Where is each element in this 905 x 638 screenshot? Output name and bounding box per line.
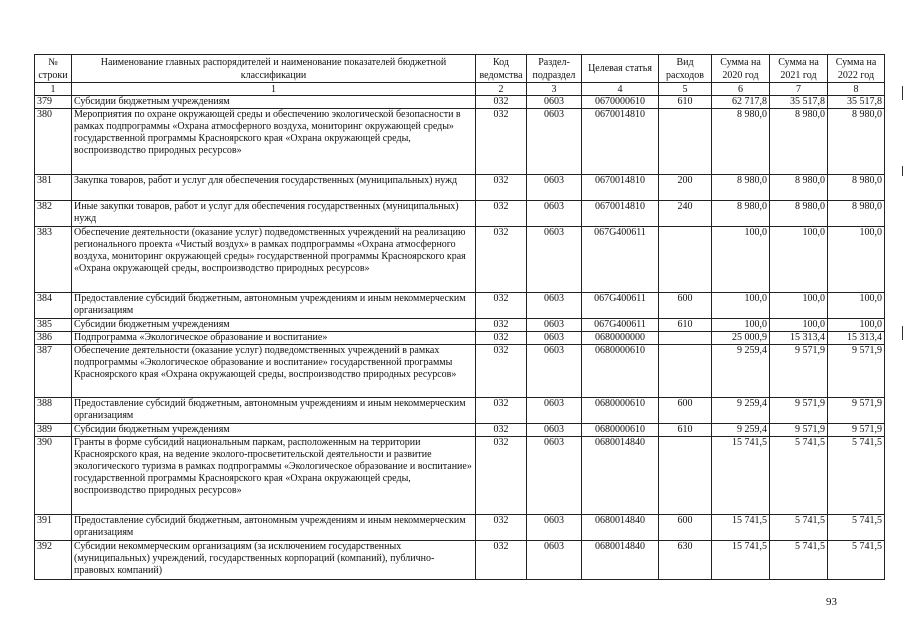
table-row bbox=[35, 319, 885, 332]
row-dept-code: 032 bbox=[476, 437, 527, 515]
row-number: 390 bbox=[35, 437, 72, 515]
page-number: 93 bbox=[826, 596, 837, 608]
row-expense-type bbox=[659, 437, 712, 515]
row-target: 0680000610 bbox=[582, 424, 659, 437]
row-sum-2022: 5 741,5 bbox=[828, 437, 885, 515]
header-sum-2022: Сумма на 2022 год bbox=[828, 55, 885, 83]
row-name: Обеспечение деятельности (оказание услуг) подведомственных учреждений на реализацию регионального проекта «Чистый воздух» в рамках подпрограммы «Охрана атмосферного воздуха, мониторинг окружающей среды» государственной программы Красноярского края «Охрана окружающей среды, воспроизводство природных ресурсов» bbox=[72, 227, 476, 293]
row-sum-2020: 15 741,5 bbox=[712, 515, 770, 541]
row-dept-code: 032 bbox=[476, 345, 527, 398]
row-name: Закупка товаров, работ и услуг для обеспечения государственных (муниципальных) нужд bbox=[72, 175, 476, 201]
row-sum-2022: 9 571,9 bbox=[828, 398, 885, 424]
row-dept-code: 032 bbox=[476, 96, 527, 109]
row-dept-code: 032 bbox=[476, 175, 527, 201]
row-number: 389 bbox=[35, 424, 72, 437]
row-section: 0603 bbox=[527, 332, 582, 345]
row-expense-type bbox=[659, 109, 712, 175]
table-row bbox=[35, 541, 885, 580]
column-number: 1 bbox=[35, 83, 72, 96]
row-name: Предоставление субсидий бюджетным, автономным учреждениям и иным некоммерческим организациям bbox=[72, 515, 476, 541]
row-sum-2021: 9 571,9 bbox=[770, 398, 828, 424]
row-expense-type: 600 bbox=[659, 398, 712, 424]
row-section: 0603 bbox=[527, 319, 582, 332]
budget-table bbox=[34, 54, 885, 580]
column-number: 1 bbox=[72, 83, 476, 96]
table-row bbox=[35, 345, 885, 398]
table-row bbox=[35, 96, 885, 109]
row-expense-type bbox=[659, 345, 712, 398]
row-sum-2020: 8 980,0 bbox=[712, 109, 770, 175]
row-dept-code: 032 bbox=[476, 332, 527, 345]
header-target: Целевая статья bbox=[582, 55, 659, 83]
row-expense-type bbox=[659, 332, 712, 345]
row-sum-2022: 9 571,9 bbox=[828, 424, 885, 437]
header-row bbox=[35, 55, 885, 83]
row-sum-2020: 9 259,4 bbox=[712, 398, 770, 424]
row-sum-2020: 25 000,9 bbox=[712, 332, 770, 345]
column-number: 5 bbox=[659, 83, 712, 96]
row-sum-2022: 8 980,0 bbox=[828, 109, 885, 175]
table-row bbox=[35, 293, 885, 319]
row-sum-2021: 100,0 bbox=[770, 293, 828, 319]
scan-edge-mark bbox=[902, 86, 903, 100]
row-dept-code: 032 bbox=[476, 515, 527, 541]
row-section: 0603 bbox=[527, 437, 582, 515]
row-expense-type: 240 bbox=[659, 201, 712, 227]
row-target: 0680000610 bbox=[582, 345, 659, 398]
row-name: Предоставление субсидий бюджетным, автономным учреждениям и иным некоммерческим организациям bbox=[72, 398, 476, 424]
row-name: Субсидии бюджетным учреждениям bbox=[72, 319, 476, 332]
row-sum-2021: 100,0 bbox=[770, 319, 828, 332]
table-row bbox=[35, 109, 885, 175]
row-number: 384 bbox=[35, 293, 72, 319]
row-name: Гранты в форме субсидий национальным паркам, расположенным на территории Красноярского края, на ведение эколого-просветительской деятельности и развитие экологического туризма в рамках подпрограммы «Экологическое образование и воспитание» государственной программы Красноярского края «Охрана окружающей среды, воспроизводство природных ресурсов» bbox=[72, 437, 476, 515]
row-sum-2021: 8 980,0 bbox=[770, 109, 828, 175]
row-sum-2021: 5 741,5 bbox=[770, 541, 828, 580]
row-section: 0603 bbox=[527, 424, 582, 437]
row-expense-type: 610 bbox=[659, 319, 712, 332]
row-name: Субсидии бюджетным учреждениям bbox=[72, 96, 476, 109]
row-sum-2020: 8 980,0 bbox=[712, 201, 770, 227]
row-target: 067G400611 bbox=[582, 293, 659, 319]
header-sum-2021: Сумма на 2021 год bbox=[770, 55, 828, 83]
table-row bbox=[35, 175, 885, 201]
row-section: 0603 bbox=[527, 109, 582, 175]
row-sum-2022: 5 741,5 bbox=[828, 515, 885, 541]
row-number: 386 bbox=[35, 332, 72, 345]
row-sum-2022: 15 313,4 bbox=[828, 332, 885, 345]
row-sum-2021: 9 571,9 bbox=[770, 424, 828, 437]
row-dept-code: 032 bbox=[476, 398, 527, 424]
column-number-row bbox=[35, 83, 885, 96]
row-name: Субсидии бюджетным учреждениям bbox=[72, 424, 476, 437]
table-row bbox=[35, 437, 885, 515]
row-section: 0603 bbox=[527, 345, 582, 398]
row-dept-code: 032 bbox=[476, 227, 527, 293]
row-sum-2022: 35 517,8 bbox=[828, 96, 885, 109]
row-name: Подпрограмма «Экологическое образование и воспитание» bbox=[72, 332, 476, 345]
row-dept-code: 032 bbox=[476, 109, 527, 175]
row-sum-2021: 9 571,9 bbox=[770, 345, 828, 398]
row-target: 0680014840 bbox=[582, 437, 659, 515]
row-expense-type: 630 bbox=[659, 541, 712, 580]
scan-edge-mark bbox=[902, 166, 903, 176]
row-sum-2022: 100,0 bbox=[828, 293, 885, 319]
row-sum-2021: 100,0 bbox=[770, 227, 828, 293]
column-number: 7 bbox=[770, 83, 828, 96]
row-sum-2020: 8 980,0 bbox=[712, 175, 770, 201]
row-name: Предоставление субсидий бюджетным, автономным учреждениям и иным некоммерческим организациям bbox=[72, 293, 476, 319]
row-section: 0603 bbox=[527, 293, 582, 319]
row-sum-2021: 8 980,0 bbox=[770, 201, 828, 227]
row-section: 0603 bbox=[527, 96, 582, 109]
row-sum-2022: 5 741,5 bbox=[828, 541, 885, 580]
row-name: Обеспечение деятельности (оказание услуг) подведомственных учреждений в рамках подпрограммы «Экологическое образование и воспитание» государственной программы Красноярского края «Охрана окружающей среды, воспроизводство природных ресурсов» bbox=[72, 345, 476, 398]
row-target: 0670014810 bbox=[582, 109, 659, 175]
row-number: 391 bbox=[35, 515, 72, 541]
row-target: 0670000610 bbox=[582, 96, 659, 109]
row-sum-2020: 100,0 bbox=[712, 227, 770, 293]
row-sum-2020: 9 259,4 bbox=[712, 345, 770, 398]
row-expense-type: 600 bbox=[659, 515, 712, 541]
table-row bbox=[35, 515, 885, 541]
header-dept-code: Код ведомства bbox=[476, 55, 527, 83]
row-sum-2020: 15 741,5 bbox=[712, 437, 770, 515]
row-sum-2022: 9 571,9 bbox=[828, 345, 885, 398]
row-expense-type bbox=[659, 227, 712, 293]
table-row bbox=[35, 424, 885, 437]
scan-edge-mark bbox=[902, 326, 903, 340]
row-number: 385 bbox=[35, 319, 72, 332]
row-target: 067G400611 bbox=[582, 227, 659, 293]
row-sum-2022: 8 980,0 bbox=[828, 201, 885, 227]
row-dept-code: 032 bbox=[476, 293, 527, 319]
column-number: 8 bbox=[828, 83, 885, 96]
row-sum-2021: 8 980,0 bbox=[770, 175, 828, 201]
row-expense-type: 610 bbox=[659, 96, 712, 109]
row-target: 0680014840 bbox=[582, 515, 659, 541]
row-name: Иные закупки товаров, работ и услуг для обеспечения государственных (муниципальных) нужд bbox=[72, 201, 476, 227]
row-sum-2020: 9 259,4 bbox=[712, 424, 770, 437]
column-number: 6 bbox=[712, 83, 770, 96]
row-dept-code: 032 bbox=[476, 541, 527, 580]
row-section: 0603 bbox=[527, 175, 582, 201]
row-section: 0603 bbox=[527, 227, 582, 293]
column-number: 3 bbox=[527, 83, 582, 96]
row-target: 0680000000 bbox=[582, 332, 659, 345]
table-row bbox=[35, 332, 885, 345]
row-sum-2021: 15 313,4 bbox=[770, 332, 828, 345]
row-sum-2021: 35 517,8 bbox=[770, 96, 828, 109]
table-row bbox=[35, 227, 885, 293]
row-dept-code: 032 bbox=[476, 424, 527, 437]
column-number: 4 bbox=[582, 83, 659, 96]
row-expense-type: 610 bbox=[659, 424, 712, 437]
table-row bbox=[35, 398, 885, 424]
table-row bbox=[35, 201, 885, 227]
row-number: 380 bbox=[35, 109, 72, 175]
row-section: 0603 bbox=[527, 515, 582, 541]
header-sum-2020: Сумма на 2020 год bbox=[712, 55, 770, 83]
row-number: 379 bbox=[35, 96, 72, 109]
row-section: 0603 bbox=[527, 201, 582, 227]
row-sum-2020: 62 717,8 bbox=[712, 96, 770, 109]
row-sum-2020: 100,0 bbox=[712, 293, 770, 319]
row-number: 392 bbox=[35, 541, 72, 580]
row-sum-2020: 100,0 bbox=[712, 319, 770, 332]
header-expense-type: Вид расходов bbox=[659, 55, 712, 83]
row-number: 382 bbox=[35, 201, 72, 227]
row-name: Субсидии некоммерческим организациям (за исключением государственных (муниципальных) учреждений, государственных корпораций (компаний), публично-правовых компаний) bbox=[72, 541, 476, 580]
row-dept-code: 032 bbox=[476, 201, 527, 227]
row-expense-type: 200 bbox=[659, 175, 712, 201]
row-sum-2022: 100,0 bbox=[828, 319, 885, 332]
row-dept-code: 032 bbox=[476, 319, 527, 332]
row-number: 381 bbox=[35, 175, 72, 201]
row-sum-2020: 15 741,5 bbox=[712, 541, 770, 580]
row-number: 383 bbox=[35, 227, 72, 293]
row-sum-2021: 5 741,5 bbox=[770, 515, 828, 541]
row-sum-2022: 8 980,0 bbox=[828, 175, 885, 201]
column-number: 2 bbox=[476, 83, 527, 96]
row-number: 387 bbox=[35, 345, 72, 398]
header-row-no: № строки bbox=[35, 55, 72, 83]
row-target: 0670014810 bbox=[582, 201, 659, 227]
row-section: 0603 bbox=[527, 398, 582, 424]
row-number: 388 bbox=[35, 398, 72, 424]
row-target: 0670014810 bbox=[582, 175, 659, 201]
row-sum-2021: 5 741,5 bbox=[770, 437, 828, 515]
row-target: 0680000610 bbox=[582, 398, 659, 424]
row-name: Мероприятия по охране окружающей среды и обеспечению экологической безопасности в рамках подпрограммы «Охрана атмосферного воздуха, мониторинг окружающей среды» государственной программы Красноярского края «Охрана окружающей среды, воспроизводство природных ресурсов» bbox=[72, 109, 476, 175]
row-target: 0680014840 bbox=[582, 541, 659, 580]
row-sum-2022: 100,0 bbox=[828, 227, 885, 293]
row-target: 067G400611 bbox=[582, 319, 659, 332]
header-section: Раздел-подраздел bbox=[527, 55, 582, 83]
row-section: 0603 bbox=[527, 541, 582, 580]
row-expense-type: 600 bbox=[659, 293, 712, 319]
header-name: Наименование главных распорядителей и наименование показателей бюджетной классификации bbox=[72, 55, 476, 83]
